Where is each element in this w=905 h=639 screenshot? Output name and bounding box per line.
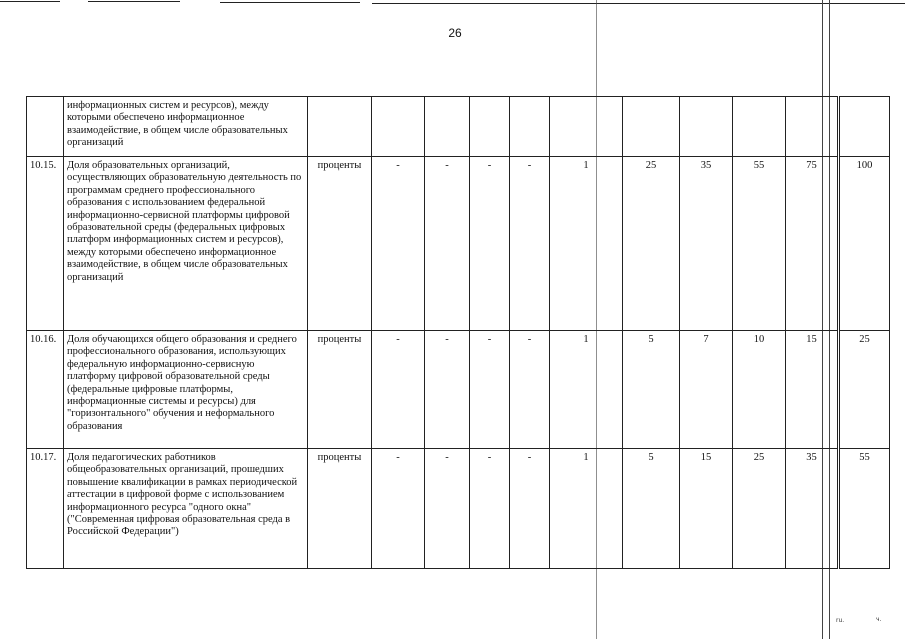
value-cell: 15 <box>786 331 839 449</box>
value-cell <box>372 97 425 157</box>
value-cell: 35 <box>786 449 839 569</box>
value-cell: 55 <box>839 449 890 569</box>
value-cell: 1 <box>550 449 623 569</box>
value-cell: 10 <box>733 331 786 449</box>
value-cell <box>510 97 550 157</box>
scan-artifact-line <box>88 1 180 2</box>
value-cell <box>733 97 786 157</box>
value-cell <box>470 97 510 157</box>
value-cell: 75 <box>786 157 839 331</box>
value-cell: 5 <box>623 331 680 449</box>
value-cell: 15 <box>680 449 733 569</box>
indicators-table <box>26 96 890 569</box>
value-cell: 25 <box>839 331 890 449</box>
value-cell: 5 <box>623 449 680 569</box>
table-row <box>27 449 890 569</box>
value-cell <box>550 97 623 157</box>
value-cell: - <box>510 331 550 449</box>
value-cell: - <box>510 449 550 569</box>
value-cell: 100 <box>839 157 890 331</box>
row-unit: проценты <box>308 157 372 331</box>
table-row-continuation <box>27 97 890 157</box>
value-cell: 55 <box>733 157 786 331</box>
row-description: Доля обучающихся общего образования и среднего профессионального образования, использующих федеральную информационно-сервисную платформу цифровой образовательной среды (федеральные цифровые платформы, информационные системы и ресурсы) для "горизонтального" обучения и неформального образования <box>64 331 308 449</box>
table-row <box>27 157 890 331</box>
corner-mark: ru. <box>836 617 845 624</box>
value-cell: - <box>425 449 470 569</box>
value-cell <box>623 97 680 157</box>
table-row <box>27 331 890 449</box>
row-number: 10.16. <box>27 331 64 449</box>
row-number: 10.17. <box>27 449 64 569</box>
page-number: 26 <box>448 26 462 40</box>
value-cell <box>425 97 470 157</box>
row-number: 10.15. <box>27 157 64 331</box>
value-cell: 25 <box>623 157 680 331</box>
scan-artifact-line <box>0 1 60 2</box>
value-cell <box>680 97 733 157</box>
value-cell <box>839 97 890 157</box>
value-cell: - <box>372 449 425 569</box>
row-unit: проценты <box>308 449 372 569</box>
scan-artifact-line <box>372 3 905 4</box>
value-cell: - <box>425 157 470 331</box>
value-cell: - <box>510 157 550 331</box>
row-description: Доля педагогических работников общеобразовательных организаций, прошедших повышение квалификации в рамках периодической аттестации в цифровой форме с использованием информационного ресурса "одного окна" ("Современная цифровая образовательная среда в Российской Федерации") <box>64 449 308 569</box>
value-cell: 35 <box>680 157 733 331</box>
row-description: информационных систем и ресурсов), между которыми обеспечено информационное взаимодействие, в общем числе образовательных организаций <box>64 97 308 157</box>
scan-artifact-line <box>220 2 360 3</box>
row-unit <box>308 97 372 157</box>
value-cell: 1 <box>550 157 623 331</box>
value-cell: - <box>425 331 470 449</box>
corner-mark: ч. <box>876 616 882 623</box>
value-cell: - <box>470 331 510 449</box>
value-cell: - <box>372 157 425 331</box>
value-cell: 1 <box>550 331 623 449</box>
value-cell <box>786 97 839 157</box>
row-unit: проценты <box>308 331 372 449</box>
row-number <box>27 97 64 157</box>
value-cell: 25 <box>733 449 786 569</box>
value-cell: - <box>470 449 510 569</box>
value-cell: 7 <box>680 331 733 449</box>
value-cell: - <box>470 157 510 331</box>
value-cell: - <box>372 331 425 449</box>
row-description: Доля образовательных организаций, осуществляющих образовательную деятельность по программам среднего профессионального образования с использованием федеральной информационно-сервисной платформы цифровой образовательной среды (федеральных цифровых платформ информационных систем и ресурсов), между которыми обеспечено информационное взаимодействие, в общем числе образовательных организаций <box>64 157 308 331</box>
